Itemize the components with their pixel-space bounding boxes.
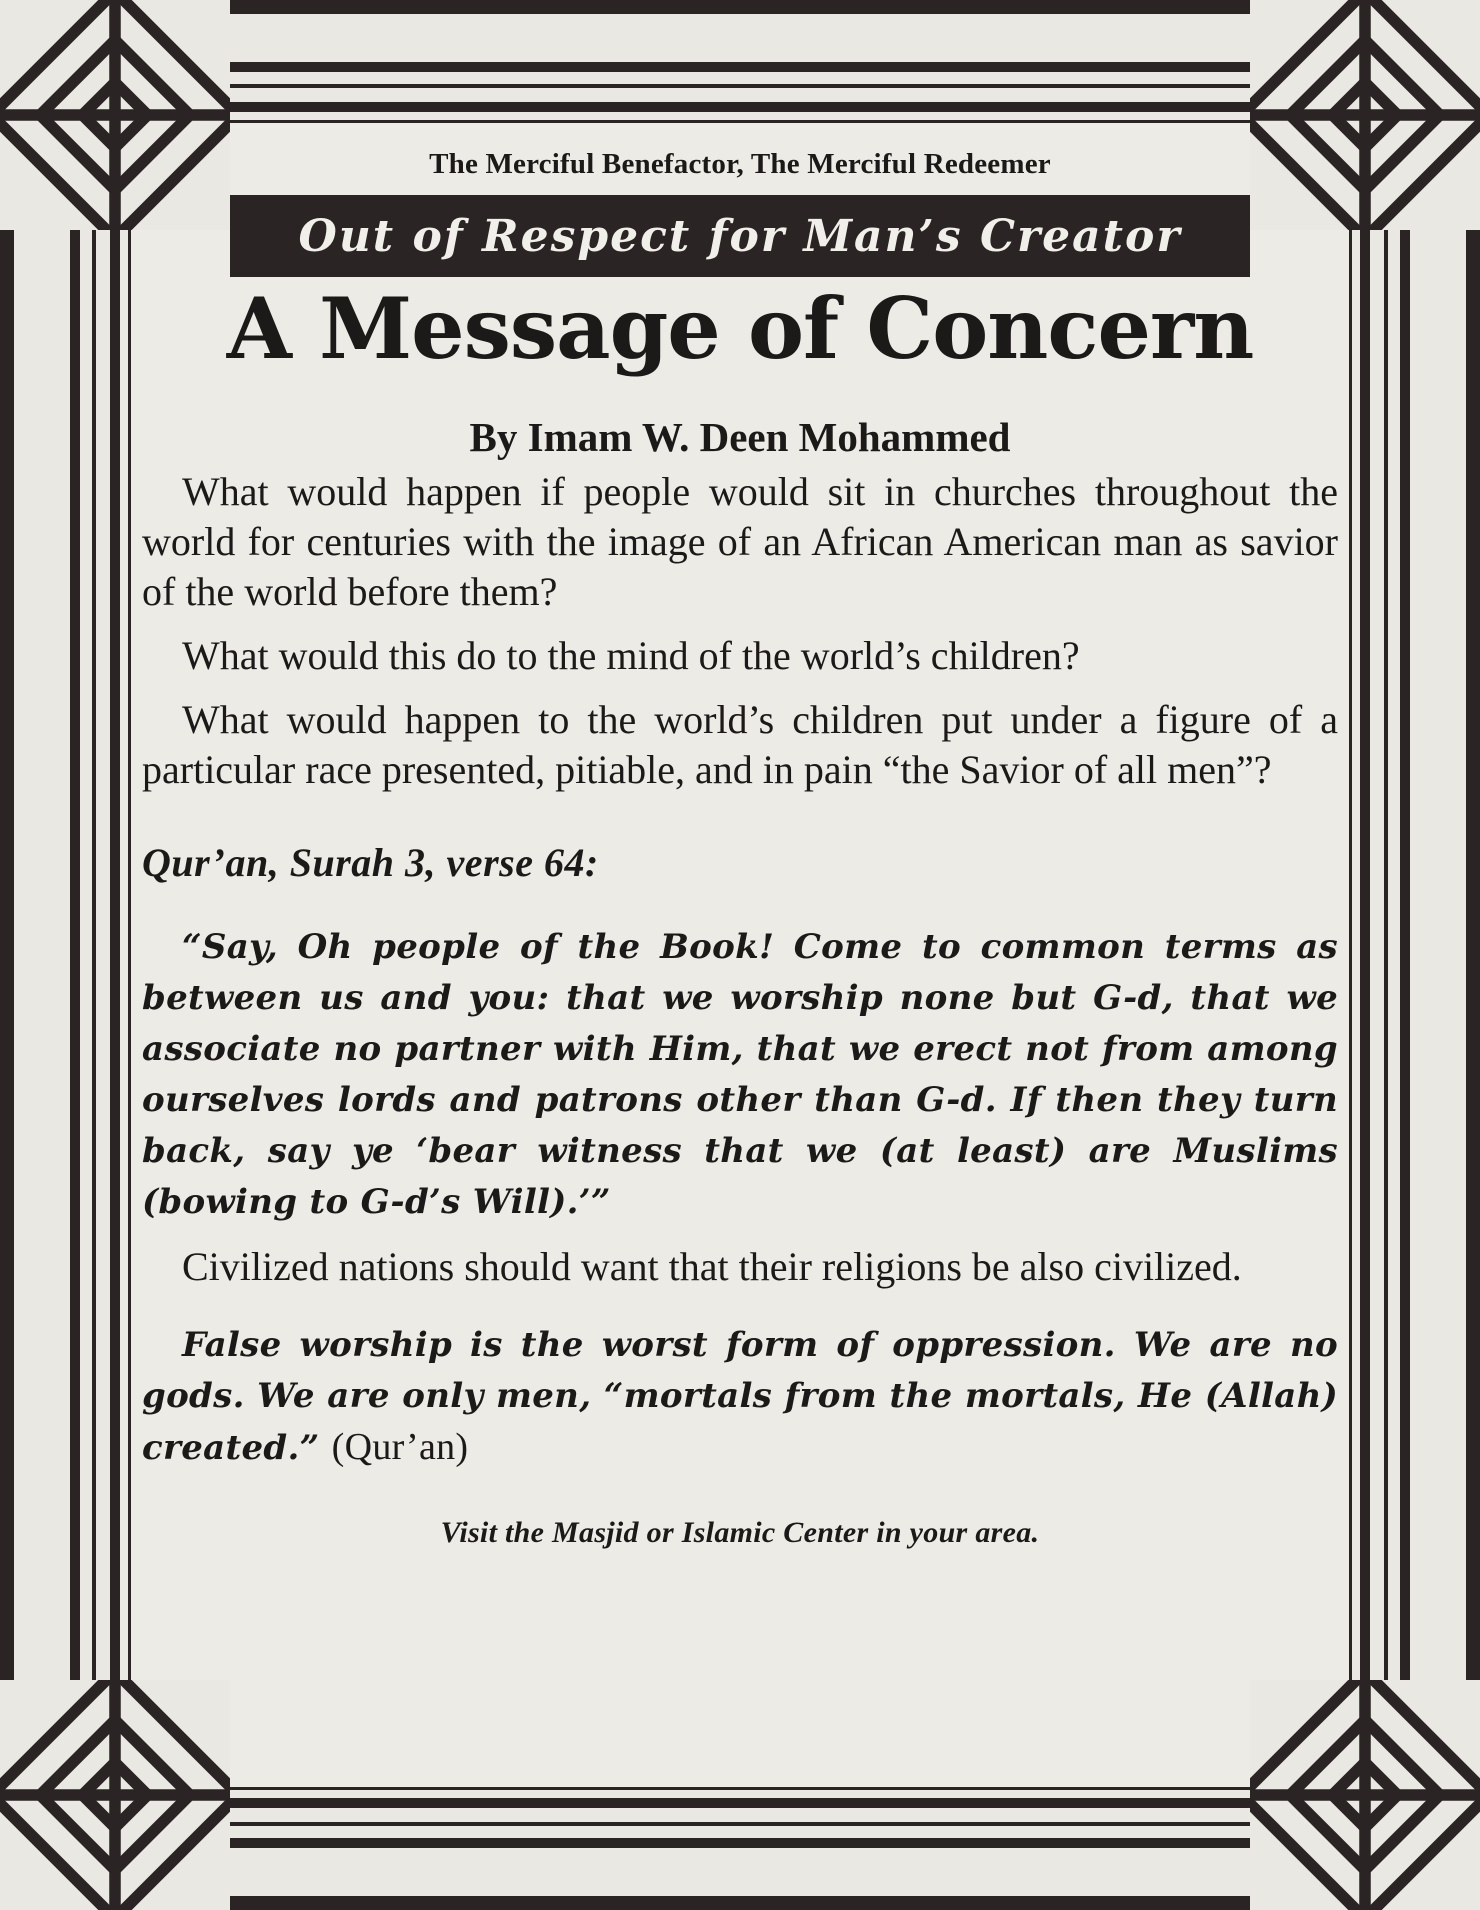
article-body — [142, 148, 1338, 1550]
footer-invitation: Visit the Masjid or Islamic Center in your area. — [440, 1516, 1040, 1550]
quran-verse: “Say, Oh people of the Book! Come to common terms as between us and you: that we worship none but G-d, that we associate no partner with Him, that we erect not from among ourselves lords and patrons other than G-d. If then they turn back, say ye ‘bear witness that we (at least) are Muslims (bowing to G-d’s Will).’” — [142, 927, 1338, 1223]
paragraph-3: What would happen to the world’s children put under a figure of a particular race presented, pitiable, and in pain “the Savior of all men”? — [142, 697, 1338, 793]
corner-knot-ornament — [1250, 1680, 1480, 1910]
headline: A Message of Concern — [226, 279, 1254, 378]
banner-title: Out of Respect for Man’s Creator — [230, 195, 1250, 277]
border-left — [0, 0, 14, 1910]
closing-statement — [142, 1320, 1338, 1474]
closing-text: False worship is the worst form of oppression. We are no gods. We are only men, “mortals from the mortals, He (Allah) created.” — [142, 1325, 1338, 1469]
border-right — [1466, 0, 1480, 1910]
closing-source: (Qur’an) — [331, 1426, 469, 1469]
kicker-line: The Merciful Benefactor, The Merciful Redeemer — [429, 148, 1051, 180]
corner-knot-ornament — [0, 1680, 230, 1910]
paragraph-civilized: Civilized nations should want that their religions be also civilized. — [182, 1244, 1242, 1290]
paragraph-2: What would this do to the mind of the world’s children? — [182, 633, 1080, 679]
paragraph-1: What would happen if people would sit in churches throughout the world for centuries with the image of an African American man as savior of the world before them? — [142, 469, 1338, 615]
byline: By Imam W. Deen Mohammed — [469, 414, 1011, 461]
quran-citation: Qur’an, Surah 3, verse 64: — [142, 840, 599, 886]
